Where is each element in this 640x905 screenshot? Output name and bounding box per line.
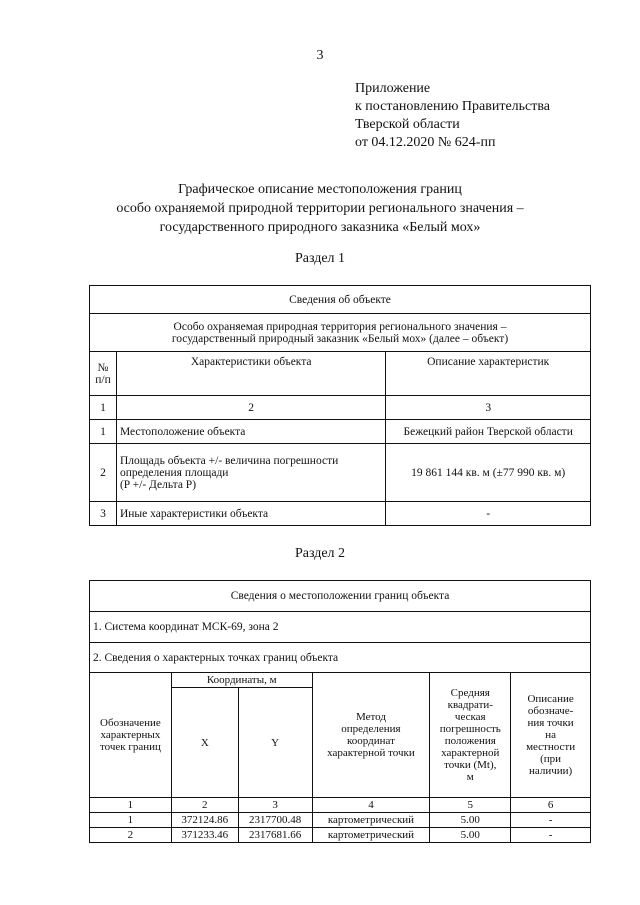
- table-row: [90, 828, 591, 843]
- header-line: п/п: [95, 373, 111, 386]
- column-header-num: [90, 352, 117, 396]
- point-y: 2317681.66: [238, 828, 312, 843]
- header-line: точки (Mt),: [444, 759, 497, 771]
- title-line: особо охраняемой природной территории регионального значения –: [116, 201, 524, 216]
- object-name-line: государственный природный заказник «Белый мох» (далее – объект): [171, 332, 509, 345]
- header-line: характерной точки: [327, 747, 415, 759]
- object-name: [90, 314, 591, 352]
- header-line: положения: [444, 735, 496, 747]
- header-line: ния точки: [527, 717, 574, 729]
- row-description: 19 861 144 кв. м (±77 990 кв. м): [386, 444, 591, 502]
- index-cell: 3: [238, 798, 312, 813]
- point-note: -: [511, 813, 591, 828]
- header-line: м: [466, 771, 474, 783]
- point-method: картометрический: [312, 828, 430, 843]
- header-line: характерных: [100, 729, 161, 741]
- point-note: -: [511, 828, 591, 843]
- index-cell: 6: [511, 798, 591, 813]
- index-cell: 1: [90, 396, 117, 420]
- row-characteristic: Иные характеристики объекта: [116, 502, 385, 526]
- column-header-characteristic: Характеристики объекта: [116, 352, 385, 396]
- index-cell: 3: [386, 396, 591, 420]
- header-line: Метод: [355, 711, 386, 723]
- header-line: на: [545, 729, 556, 741]
- column-header-coords: Координаты, м: [171, 673, 312, 688]
- point-error: 5.00: [430, 813, 511, 828]
- index-cell: 5: [430, 798, 511, 813]
- header-line: Средняя: [450, 687, 490, 699]
- index-cell: 4: [312, 798, 430, 813]
- coordinate-system: 1. Система координат МСК-69, зона 2: [90, 612, 591, 643]
- column-header-point: [90, 673, 172, 798]
- header-line: ческая: [454, 711, 486, 723]
- header-line: погрешность: [439, 723, 501, 735]
- row-num: 3: [90, 502, 117, 526]
- index-cell: 1: [90, 798, 172, 813]
- column-header-y: Y: [238, 688, 312, 798]
- appendix-block: [355, 80, 550, 152]
- appendix-line: от 04.12.2020 № 624-пп: [355, 135, 496, 150]
- header-line: обозначе-: [527, 705, 574, 717]
- column-header-notes: [511, 673, 591, 798]
- boundaries-header-table: [89, 580, 591, 673]
- point-x: 372124.86: [171, 813, 238, 828]
- header-line: №: [97, 361, 109, 374]
- section2-heading: Раздел 2: [294, 546, 346, 561]
- point-id: 2: [90, 828, 172, 843]
- object-name-line: Особо охраняемая природная территория регионального значения –: [173, 320, 507, 333]
- point-y: 2317700.48: [238, 813, 312, 828]
- point-x: 371233.46: [171, 828, 238, 843]
- header-line: характерной: [441, 747, 500, 759]
- column-header-method: [312, 673, 430, 798]
- header-line: определения: [341, 723, 401, 735]
- page-number: 3: [316, 48, 324, 63]
- object-info-table: [89, 285, 591, 526]
- point-error: 5.00: [430, 828, 511, 843]
- characteristic-line: Площадь объекта +/- величина погрешности: [119, 454, 339, 467]
- table-title: Сведения о местоположении границ объекта: [90, 581, 591, 612]
- characteristic-line: определения площади: [119, 466, 229, 479]
- column-header-x: X: [171, 688, 238, 798]
- row-num: 2: [90, 444, 117, 502]
- index-cell: 2: [171, 798, 238, 813]
- header-line: координат: [346, 735, 395, 747]
- appendix-line: Приложение: [355, 81, 431, 96]
- row-num: 1: [90, 420, 117, 444]
- row-description: -: [386, 502, 591, 526]
- index-cell: 2: [116, 396, 385, 420]
- header-line: (при: [540, 753, 562, 765]
- points-title: 2. Сведения о характерных точках границ объекта: [90, 643, 591, 673]
- point-method: картометрический: [312, 813, 430, 828]
- document-title: [60, 180, 580, 237]
- header-line: квадрати-: [447, 699, 493, 711]
- header-line: Обозначение: [100, 717, 161, 729]
- table-row: [90, 420, 591, 444]
- row-characteristic: [116, 444, 385, 502]
- column-header-description: Описание характеристик: [386, 352, 591, 396]
- column-header-error: [430, 673, 511, 798]
- header-line: местности: [526, 741, 576, 753]
- header-line: наличии): [528, 765, 573, 777]
- header-line: точек границ: [99, 741, 161, 753]
- points-table: [89, 672, 591, 843]
- row-description: Бежецкий район Тверской области: [386, 420, 591, 444]
- title-line: Графическое описание местоположения границ: [178, 182, 462, 197]
- row-characteristic: Местоположение объекта: [116, 420, 385, 444]
- characteristic-line: (P +/- Дельта P): [119, 478, 197, 491]
- table-row: [90, 444, 591, 502]
- table-row: [90, 502, 591, 526]
- appendix-line: Тверской области: [355, 117, 460, 132]
- table-row: [90, 813, 591, 828]
- table-title: Сведения об объекте: [90, 286, 591, 314]
- point-id: 1: [90, 813, 172, 828]
- section1-heading: Раздел 1: [294, 251, 346, 266]
- title-line: государственного природного заказника «Белый мох»: [159, 220, 481, 235]
- header-line: Описание: [527, 693, 574, 705]
- appendix-line: к постановлению Правительства: [355, 99, 551, 114]
